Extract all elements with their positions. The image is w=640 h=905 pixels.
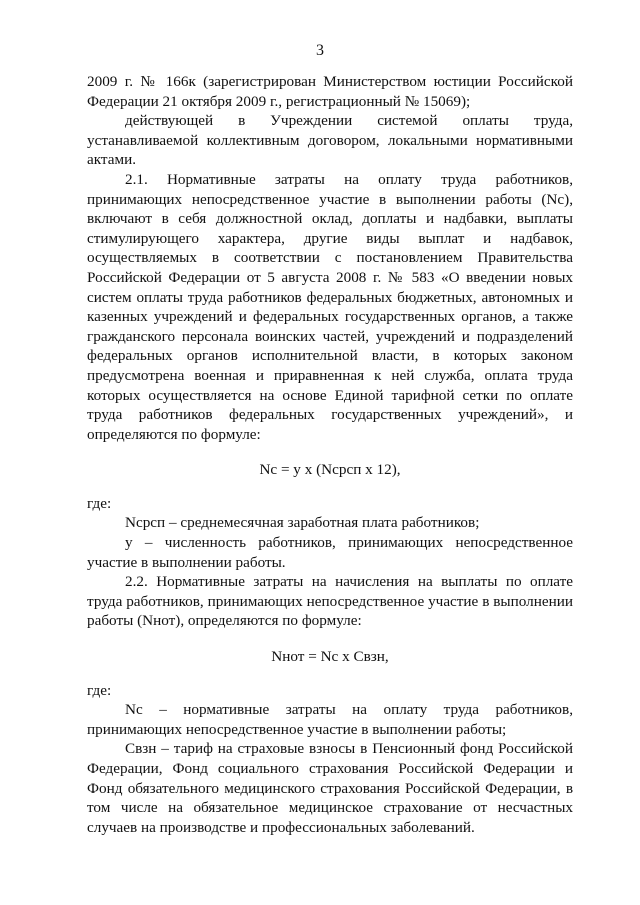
- document-body: [87, 72, 573, 837]
- definition-svzn: Свзн – тариф на страховые взносы в Пенсионный фонд Российской Федерации, Фонд социального страхования Российской Федерации и Фонд обязательного медицинского страхования Российской Федерации, в том числе на обязательное медицинское страхование от несчастных случаев на производстве и профессиональных заболеваний.: [87, 740, 573, 836]
- paragraph-2-2: 2.2. Нормативные затраты на начисления на выплаты по оплате труда работников, принимающих непосредственное участие в выполнении работы (Nнот), определяются по формуле:: [87, 573, 573, 630]
- paragraph-2-1: 2.1. Нормативные затраты на оплату труда работников, принимающих непосредственное участие в выполнении работы (Nc), включают в себя должностной оклад, доплаты и надбавки, выплаты стимулирующего характера, другие виды выплат и надбавок, осуществляемых в соответствии с постановлением Правительства Российской Федерации от 5 августа 2008 г. № 583 «О введении новых систем оплаты труда работников федеральных бюджетных, автономных и казенных учреждений и федеральных государственных органов, а также гражданского персонала воинских частей, учреждений и подразделений федеральных органов исполнительной власти, в которых законом предусмотрена военная и приравненная к ней служба, оплата труда которых осуществляется на основе Единой тарифной сетки по оплате труда работников федеральных государственных учреждений», и определяются по формуле:: [87, 170, 573, 443]
- paragraph-acting-system: действующей в Учреждении системой оплаты труда, устанавливаемой коллективным договором, локальными нормативными актами.: [87, 112, 573, 169]
- paragraph-order-continuation: 2009 г. № 166к (зарегистрирован Министерством юстиции Российской Федерации 21 октября 2009 г., регистрационный № 15069);: [87, 73, 573, 110]
- definition-nc: Nc – нормативные затраты на оплату труда работников, принимающих непосредственное участие в выполнении работы;: [87, 701, 573, 738]
- definition-y: у – численность работников, принимающих непосредственное участие в выполнении работы.: [87, 534, 573, 571]
- where-label: где:: [87, 494, 112, 512]
- formula-nnot: Nнот = Nc x Свзн,: [271, 648, 389, 666]
- formula-nc: Nc = y x (Nсрсп x 12),: [259, 461, 401, 479]
- page-number: 3: [316, 42, 324, 59]
- definition-nsrsp: Nсрсп – среднемесячная заработная плата работников;: [125, 514, 480, 532]
- where-label-2: где:: [87, 681, 112, 699]
